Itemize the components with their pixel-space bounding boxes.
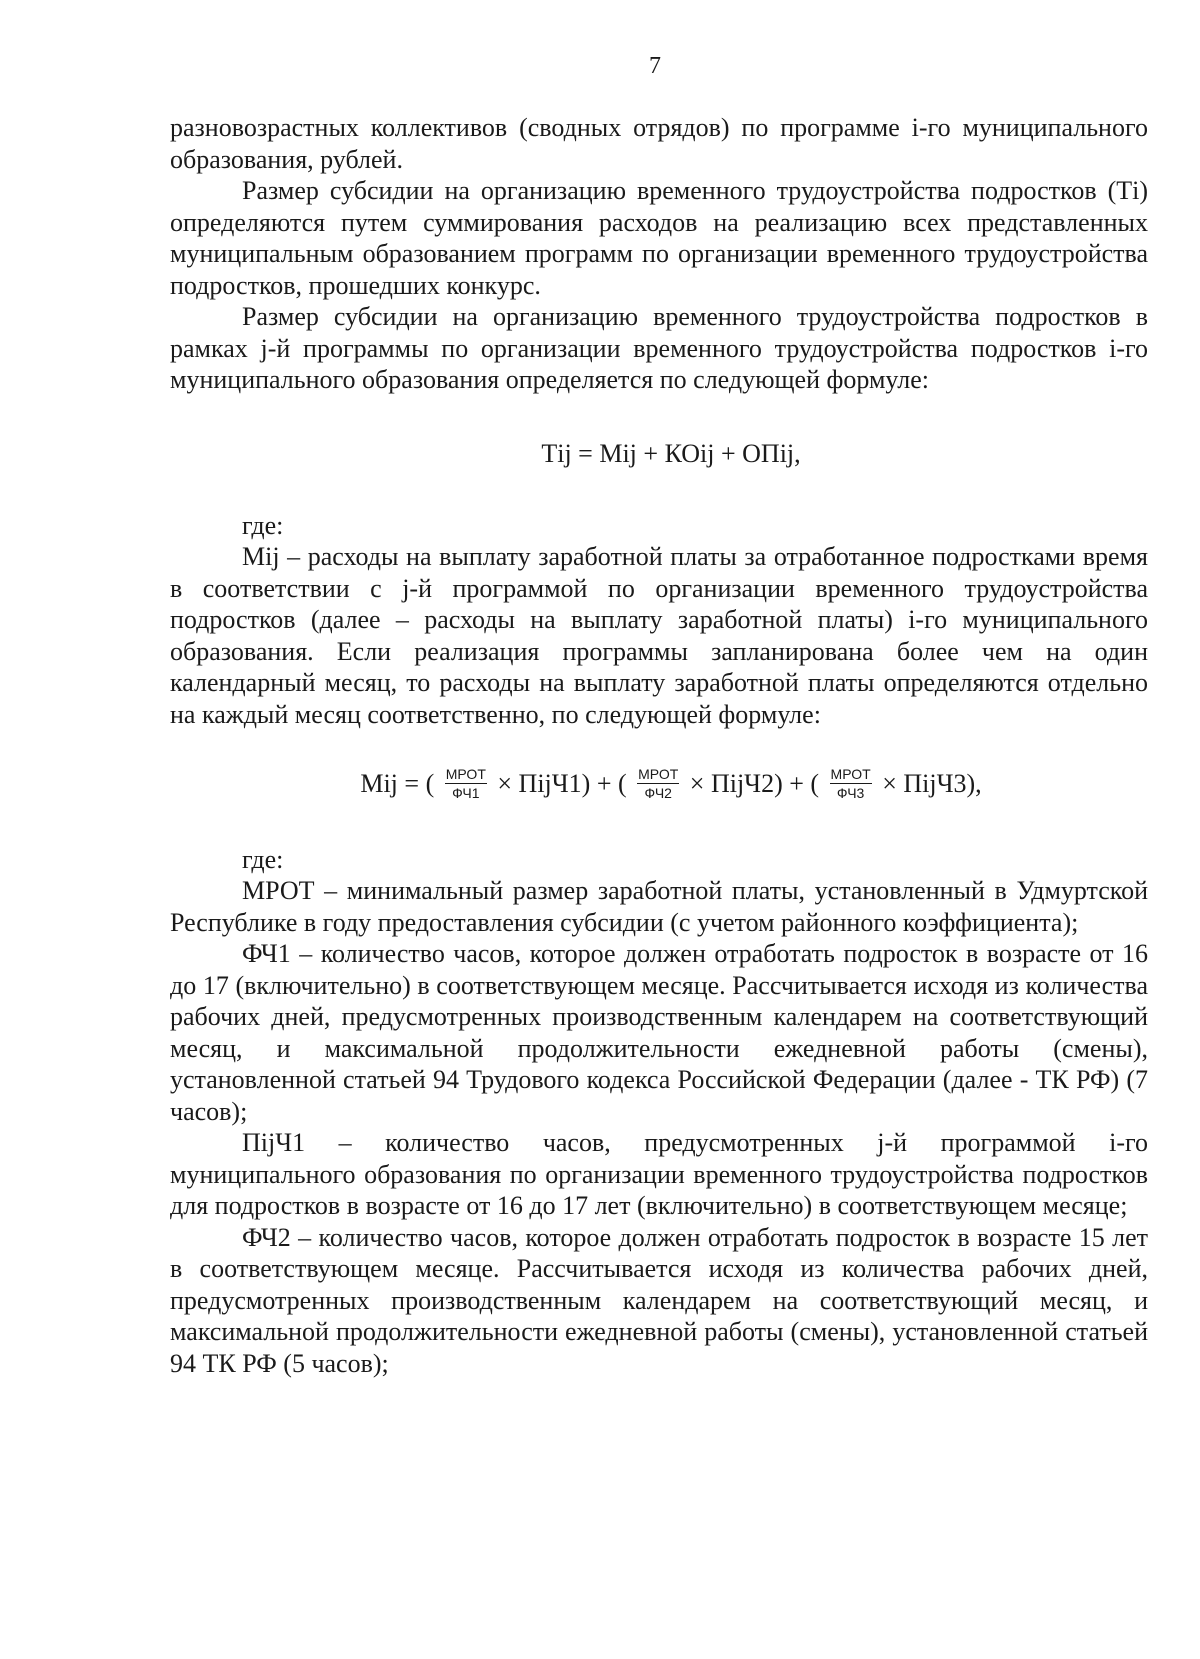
formula-mij-lhs: Мij = ( (360, 769, 435, 798)
where-label: где: (242, 844, 284, 874)
formula-tij: Тij = Мij + КОij + ОПij, (541, 438, 801, 468)
document-body (170, 112, 1148, 1379)
fraction-numerator: МРОТ (445, 765, 486, 782)
formula-mij-term3: × ПijЧ3), (882, 769, 982, 798)
fraction-mrot-fch1 (445, 766, 487, 801)
formula-mij-term2: × ПijЧ2) + ( (689, 769, 820, 798)
paragraph-mrot-definition: МРОТ – минимальный размер заработной платы, установленный в Удмуртской Республике в году предоставления субсидии (с учетом районного коэффициента); (170, 876, 1148, 937)
where-label: где: (242, 510, 284, 540)
fraction-denominator: ФЧ2 (644, 784, 672, 801)
fraction-denominator: ФЧ3 (836, 784, 865, 801)
fraction-mrot-fch2 (637, 766, 679, 801)
paragraph-mij-definition: Мij – расходы на выплату заработной платы за отработанное подростками время в соответствии с j-й программой по организации временного трудоустройства подростков (далее – расходы на выплату заработной платы) i-го муниципального образования. Если реализация программы запланирована более чем на один календарный месяц, то расходы на выплату заработной платы определяются отдельно на каждый месяц соответственно, по следующей формуле: (170, 542, 1148, 729)
paragraph-subsidy-total: Размер субсидии на организацию временного трудоустройства подростков (Тi) определяются путем суммирования расходов на реализацию всех представленных муниципальным образованием программ по организации временного трудоустройства подростков, прошедших конкурс. (170, 176, 1148, 300)
formula-mij (170, 765, 1148, 804)
paragraph-continuation: разновозрастных коллективов (сводных отрядов) по программе i-го муниципального образования, рублей. (170, 113, 1148, 174)
page-number: 7 (649, 53, 661, 79)
paragraph-subsidy-program: Размер субсидии на организацию временного трудоустройства подростков в рамках j-й программы по организации временного трудоустройства подростков i-го муниципального образования определяется по следующей формуле: (170, 302, 1148, 394)
paragraph-fch1-definition: ФЧ1 – количество часов, которое должен отработать подросток в возрасте от 16 до 17 (включительно) в соответствующем месяце. Рассчитывается исходя из количества рабочих дней, предусмотренных производственным календарем на соответствующий месяц, и максимальной продолжительности ежедневной работы (смены), установленной статьей 94 Трудового кодекса Российской Федерации (далее - ТК РФ) (7 часов); (170, 939, 1148, 1126)
fraction-denominator: ФЧ1 (452, 784, 480, 801)
paragraph-pijch1-definition: ПijЧ1 – количество часов, предусмотренных j-й программой i-го муниципального образования по организации временного трудоустройства подростков для подростков в возрасте от 16 до 17 лет (включительно) в соответствующем месяце; (170, 1128, 1148, 1221)
fraction-mrot-fch3 (830, 766, 872, 801)
formula-mij-term1: × ПijЧ1) + ( (497, 769, 627, 798)
fraction-numerator: МРОТ (830, 765, 871, 782)
paragraph-fch2-definition: ФЧ2 – количество часов, которое должен отработать подросток в возрасте 15 лет в соответствующем месяце. Рассчитывается исходя из количества рабочих дней, предусмотренных производственным календарем на соответствующий месяц, и максимальной продолжительности ежедневной работы (смены), установленной статьей 94 ТК РФ (5 часов); (170, 1222, 1148, 1378)
fraction-numerator: МРОТ (638, 765, 679, 782)
